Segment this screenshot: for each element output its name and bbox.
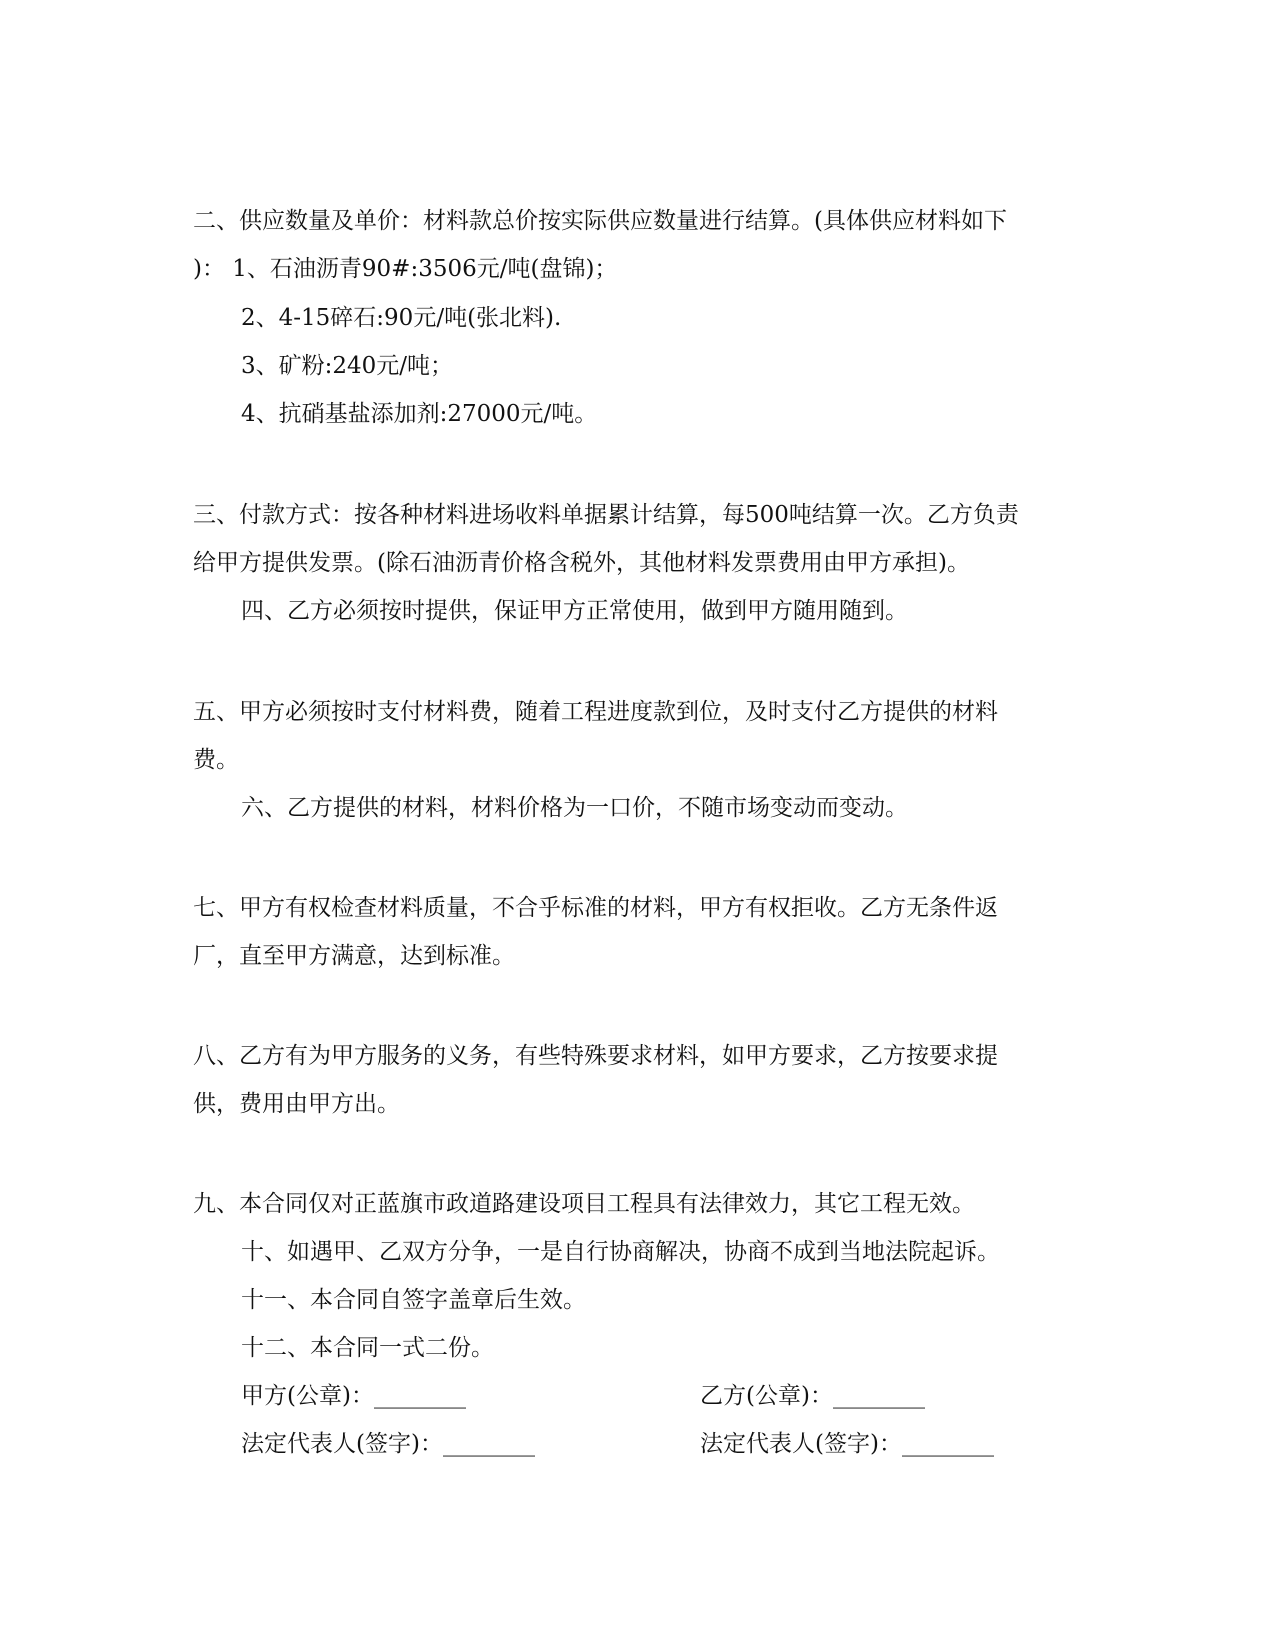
- clause-3-line-2: 给甲方提供发票。(除石油沥青价格含税外，其他材料发票费用由甲方承担)。: [193, 550, 970, 576]
- clause-12: 十二、本合同一式二份。: [241, 1335, 494, 1361]
- clause-3-line-1: 三、付款方式：按各种材料进场收料单据累计结算，每500吨结算一次。乙方负责: [193, 502, 1019, 528]
- party-b-representative-field: 法定代表人(签字)：________: [700, 1431, 994, 1457]
- clause-11: 十一、本合同自签字盖章后生效。: [241, 1287, 586, 1313]
- clause-5-line-1: 五、甲方必须按时支付材料费，随着工程进度款到位，及时支付乙方提供的材料: [193, 699, 998, 725]
- clause-2-item-3: 3、矿粉:240元/吨；: [241, 353, 454, 379]
- clause-8-line-2: 供，费用由甲方出。: [193, 1091, 400, 1117]
- clause-2-line-1: 二、供应数量及单价：材料款总价按实际供应数量进行结算。(具体供应材料如下: [193, 208, 1007, 234]
- clause-2-item-4: 4、抗硝基盐添加剂:27000元/吨。: [241, 401, 598, 427]
- party-b-seal-field: 乙方(公章)：________: [700, 1383, 925, 1409]
- clause-2-item-2: 2、4-15碎石:90元/吨(张北料).: [241, 305, 562, 331]
- clause-2-item-1: )： 1、石油沥青90#:3506元/吨(盘锦)；: [193, 256, 618, 282]
- clause-8-line-1: 八、乙方有为甲方服务的义务，有些特殊要求材料，如甲方要求，乙方按要求提: [193, 1043, 998, 1069]
- clause-5-line-2: 费。: [193, 747, 239, 773]
- party-a-seal-field: 甲方(公章)：________: [241, 1383, 466, 1409]
- party-a-representative-field: 法定代表人(签字)：________: [241, 1431, 535, 1457]
- clause-7-line-2: 厂，直至甲方满意，达到标准。: [193, 943, 515, 969]
- clause-6: 六、乙方提供的材料，材料价格为一口价，不随市场变动而变动。: [241, 795, 908, 821]
- clause-10: 十、如遇甲、乙双方分争，一是自行协商解决，协商不成到当地法院起诉。: [241, 1239, 1000, 1265]
- clause-9: 九、本合同仅对正蓝旗市政道路建设项目工程具有法律效力，其它工程无效。: [193, 1191, 975, 1217]
- clause-4: 四、乙方必须按时提供，保证甲方正常使用，做到甲方随用随到。: [241, 598, 908, 624]
- clause-7-line-1: 七、甲方有权检查材料质量，不合乎标准的材料，甲方有权拒收。乙方无条件返: [193, 895, 998, 921]
